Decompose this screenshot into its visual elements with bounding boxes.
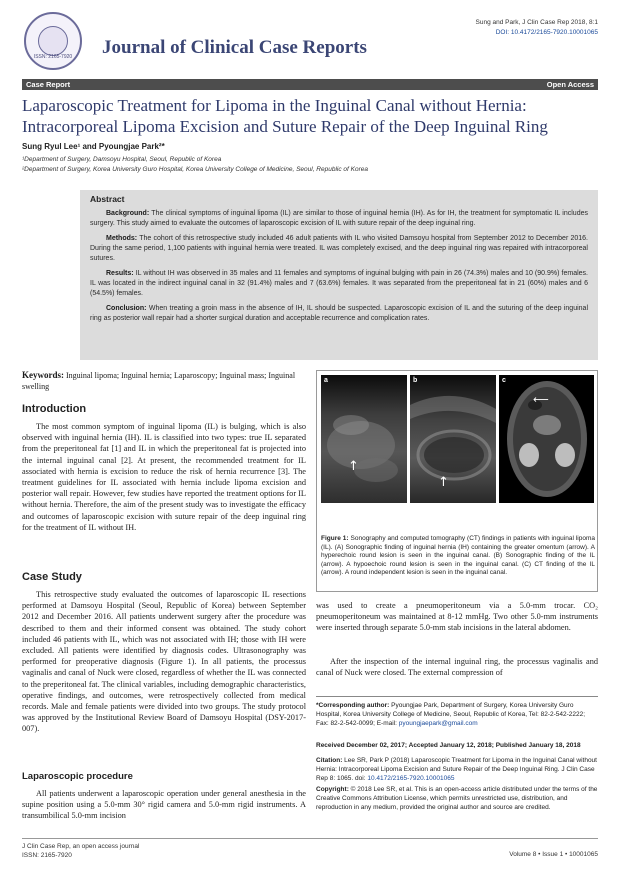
journal-title: Journal of Clinical Case Reports (102, 37, 367, 58)
background-label: Background: (106, 210, 150, 217)
footer-journal (22, 842, 139, 860)
corr-label: *Corresponding author: (316, 702, 390, 709)
footer-issn: ISSN: 2165-7920 (22, 852, 72, 859)
figure-1 (316, 370, 598, 592)
abstract-methods (90, 234, 588, 264)
methods-label: Methods: (106, 235, 138, 242)
figure-caption (321, 535, 595, 578)
email-link[interactable]: pyoungjaepark@gmail.com (398, 719, 478, 727)
article-dates: Received December 02, 2017; Accepted January 12, 2018; Published January 18, 2018 (316, 742, 581, 749)
ultrasound-image-a (321, 375, 407, 503)
background-text: The clinical symptoms of inguinal lipoma (IL) are similar to those of inguinal hernia (IH). As for IH, the treatment for symptomatic IL includes surgery. This study aimed to evaluate the outcomes of laparoscopic excision of IL with suture repair of the deep inguinal ring. (90, 210, 588, 227)
right-text-2: After the inspection of the internal inguinal ring, the processus vaginalis and canal of Nuck were closed. The external compression of (316, 657, 598, 678)
copyright-block (316, 786, 598, 812)
citation-block (316, 757, 598, 783)
arrow-icon: ↑ (348, 459, 359, 474)
keywords-label: Keywords: (22, 370, 64, 380)
authors: Sung Ryul Lee¹ and Pyoungjae Park²* (22, 142, 165, 151)
copyright-text: © 2018 Lee SR, et al. This is an open-access article distributed under the terms of the Creative Commons Attribution License, which permits unrestricted use, distribution, and reproduction in any medium, provided the original author and source are credited. (316, 786, 598, 811)
logo-emblem (38, 26, 68, 56)
header-citation (476, 18, 599, 38)
copyright-label: Copyright: (316, 786, 349, 793)
journal-logo (24, 12, 82, 70)
abstract-conclusion (90, 304, 588, 324)
citation-line: Sung and Park, J Clin Case Rep 2018, 8:1 (475, 19, 598, 26)
affiliation-1: ¹Department of Surgery, Damsoyu Hospital, Seoul, Republic of Korea (22, 156, 222, 163)
ultrasound-image-b (410, 375, 496, 503)
article-type-bar (22, 79, 598, 90)
case-heading: Case Study (22, 571, 82, 583)
footer-journal-name: J Clin Case Rep, an open access journal (22, 843, 140, 850)
footer-divider (22, 838, 598, 839)
results-label: Results: (106, 270, 134, 277)
article-type: Case Report (26, 80, 71, 89)
abstract-background (90, 209, 588, 229)
conclusion-text: When treating a groin mass in the absence of IH, IL should be suspected. Laparoscopic excision of IL and the suturing of the deep inguinal ring as posterior wall repair had a shorter surgical duration and acceptable recurrence and complication rates. (90, 305, 588, 322)
arrow-icon: ↑ (438, 475, 449, 490)
divider (316, 696, 598, 697)
article-title: Laparoscopic Treatment for Lipoma in the Inguinal Canal without Hernia: Intracorporeal Lipoma Excision and Suture Repair of the Deep Inguinal Ring (22, 96, 548, 136)
case-text: This retrospective study evaluated the outcomes of laparoscopic IL resections performed at Damsoyu Hospital (Seoul, Republic of Korea) between September 2012 and December 2016. All patients underwent surgery after the procedure was described to them and their informed consent was obtained. The study cohort included 46 patients with IL, which was not associated with IH; those with IH were excluded. All patients were identified by diagnosis codes. Ultrasonography was performed for preoperative diagnosis (Figure 1). In all patients, the processus vaginalis and canal of Nuck were closed, regardless of whether the IL was connected to the preperitoneal fat. The clinical variables, including demographic characteristics, operative findings, and outcomes, were retrospectively collected from medical records. Male and female patients were divided into two groups. The study protocol was approved by the Institutional Review Board of Damsoyu Hospital (DSY-2017-007). (22, 590, 306, 734)
arrow-icon: ⟵ (533, 393, 549, 406)
caption-label: Figure 1: (321, 535, 349, 542)
doi-link[interactable]: DOI: 10.4172/2165-7920.10001065 (495, 29, 598, 36)
keywords (22, 370, 306, 392)
citation-text: Lee SR, Park P (2018) Laparoscopic Treatment for Lipoma in the Inguinal Canal without Hernia: Intracorporeal Lipoma Excision and Suture Repair of the Deep Inguinal Ring. J Clin Case Rep 8: 1065. doi: (316, 757, 597, 782)
abstract-box (80, 190, 598, 360)
conclusion-label: Conclusion: (106, 305, 147, 312)
intro-text: The most common symptom of inguinal lipoma (IL) is bulging, which is also observed with inguinal hernia (IH). IL is classified into two types: true IL separated from the preperitoneal fat [1] and IL in which the preperitoneal fat is projected into the internal inguinal canal [2]. At present, the recommended treatment for IL associated with hernia is excision to reduce the risk of hernia recurrence [3]. The treatment guidelines for IL associated with hernia include lipoma excision and posterior wall repair. However, few studies have reported the treatment options for IL without hernia. Therefore, the aim of the present study was to investigate the efficacy and outcomes of laparoscopic excision with suture repair of the deep inguinal ring for the treatment of IL without IH. (22, 422, 306, 532)
figure-panel-b (410, 375, 496, 503)
abstract-heading: Abstract (90, 194, 125, 204)
corresponding-author (316, 702, 598, 728)
abstract-results (90, 269, 588, 299)
panel-label-c: c (502, 377, 506, 384)
figure-panel-c (499, 375, 594, 503)
logo-issn: ISSN: 2165-7920 (33, 54, 73, 60)
citation-label: Citation: (316, 757, 343, 764)
citation-doi-link[interactable]: 10.4172/2165-7920.10001065 (367, 774, 455, 782)
intro-heading: Introduction (22, 403, 87, 415)
corr-text: Pyoungjae Park, Department of Surgery, Korea University Guro Hospital, Korea University College of Medicine, Seoul, Republic of Korea, Tel: 82-2-542-2222; Fax: 82-2-542-0099; E-mail: (316, 702, 586, 727)
panel-label-b: b (413, 377, 418, 384)
caption-text: Sonography and computed tomography (CT) findings in patients with inguinal lipoma (IL). (A) Sonographic finding of inguinal hernia (IH) containing the greater omentum (arrow). A hyperechoic round lesion is seen in the inguinal canal. (B) Sonographic finding of the IL (arrow). A hypoechoic round lesion is seen in the inguinal canal. (C) CT finding of the IL (arrow). A round independent lesion is seen in the inguinal canal. (321, 535, 595, 577)
affiliation-2: ²Department of Surgery, Korea University Guro Hospital, Korea University College of Medicine, Seoul, Republic of Korea (22, 166, 368, 173)
footer-volume: Volume 8 • Issue 1 • 10001065 (509, 851, 598, 858)
lap-text: All patients underwent a laparoscopic operation under general anesthesia in the supine position using a 5.0-mm 30° rigid camera and 5.0-mm rigid instruments. A transumbilical 5.0-mm incision (22, 789, 306, 821)
right-text-1: was used to create a pneumoperitoneum via a 5.0-mm trocar. CO₂ pneumoperitoneum was maintained at 8-12 mmHg. Two other 5.0-mm instruments were inserted through separate 5.0-mm stab incisions in the lateral abdomen. (316, 601, 598, 633)
keywords-text: Inguinal lipoma; Inguinal hernia; Laparoscopy; Inguinal mass; Inguinal swelling (22, 371, 296, 391)
results-text: IL without IH was observed in 35 males and 11 females and symptoms of inguinal bulging with pain in 26 (74.3%) males and 10 (90.9%) females. IL was located in the indirect inguinal canal in 32 (91.4%) males and 7 (63.6%) females. It was separated from the preperitoneal fat in 21 (60%) males and 6 (54.5%) females. (90, 270, 588, 297)
figure-panel-a (321, 375, 407, 503)
open-access-label: Open Access (546, 80, 594, 89)
panel-label-a: a (324, 377, 328, 384)
lap-heading: Laparoscopic procedure (22, 771, 133, 782)
methods-text: The cohort of this retrospective study included 46 adult patients with IL who visited Damsoyu hospital from September 2012 to December 2016. During the same period, 1,100 patients with inguinal hernia were treated. IL was completely excised, and the deep inguinal ring was repaired with intracorporeal sutures. (90, 235, 589, 262)
